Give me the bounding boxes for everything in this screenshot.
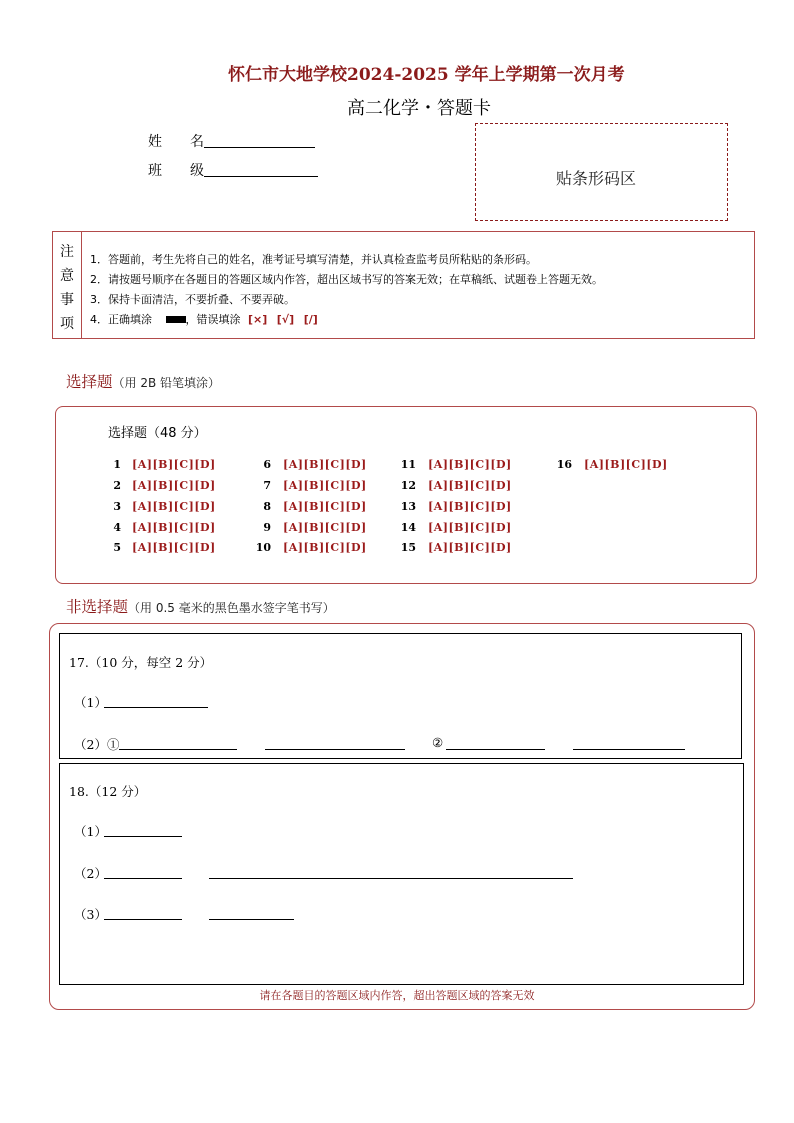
question-options[interactable]: [A][B][C][D] [283, 541, 367, 554]
footer-note: 请在各题目的答题区域内作答，超出答题区域的答案无效 [259, 989, 535, 1002]
question-number: 14 [400, 521, 416, 534]
q17-heading: 17.（10 分，每空 2 分） [69, 655, 213, 670]
mc-section-hint: （用 2B 铅笔填涂） [112, 376, 221, 390]
note-item-4-wrong: ，错误填涂 [185, 313, 241, 326]
name-field[interactable] [204, 147, 315, 148]
question-number: 6 [263, 458, 271, 471]
q17-part2-answer-line[interactable] [119, 749, 237, 750]
free-section-title-text: 非选择题 [66, 598, 129, 616]
question-options[interactable]: [A][B][C][D] [584, 458, 668, 471]
notes-side-char: 事 [60, 292, 74, 308]
q17-part1-label: （1） [74, 695, 107, 710]
notes-side-char: 意 [60, 268, 74, 284]
q18-box [59, 763, 744, 985]
question-options[interactable]: [A][B][C][D] [283, 521, 367, 534]
question-options[interactable]: [A][B][C][D] [132, 521, 216, 534]
q18-part2-label: （2） [74, 866, 107, 881]
free-section-hint: （用 0.5 毫米的黑色墨水签字笔书写） [128, 601, 335, 615]
q18-part1-label: （1） [74, 824, 107, 839]
wrong-mark-check: [√] [276, 313, 295, 326]
question-number: 1 [113, 458, 121, 471]
question-number: 5 [113, 541, 121, 554]
question-options[interactable]: [A][B][C][D] [428, 458, 512, 471]
question-number: 4 [113, 521, 121, 534]
question-options[interactable]: [A][B][C][D] [283, 479, 367, 492]
question-options[interactable]: [A][B][C][D] [428, 521, 512, 534]
q18-part1-answer-line[interactable] [104, 836, 182, 837]
q18-part3-answer-line[interactable] [104, 919, 182, 920]
q18-part3-answer-line[interactable] [209, 919, 294, 920]
question-options[interactable]: [A][B][C][D] [132, 500, 216, 513]
question-options[interactable]: [A][B][C][D] [132, 479, 216, 492]
name-label: 姓 名 [148, 134, 204, 150]
class-label: 班 级 [148, 163, 204, 179]
q18-part2-answer-line[interactable] [209, 878, 573, 879]
question-number: 11 [400, 458, 416, 471]
free-section-title [66, 595, 335, 617]
question-options[interactable]: [A][B][C][D] [428, 479, 512, 492]
correct-fill-sample [166, 316, 186, 323]
question-number: 15 [400, 541, 416, 554]
question-options[interactable]: [A][B][C][D] [283, 500, 367, 513]
answer-sheet-subtitle: 高二化学・答题卡 [347, 98, 491, 119]
question-number: 2 [113, 479, 121, 492]
q17-part2-label: （2）① [74, 737, 120, 752]
q17-part2-answer-line[interactable] [573, 749, 685, 750]
question-number: 13 [400, 500, 416, 513]
notes-side-column [52, 231, 82, 339]
note-item-4-prefix: 4．正确填涂 [90, 313, 152, 326]
question-number: 9 [263, 521, 271, 534]
mc-section-title [66, 370, 220, 392]
mc-section-title-text: 选择题 [66, 373, 113, 391]
note-item-1: 1．答题前，考生先将自己的姓名，准考证号填写清楚，并认真检查监考员所粘贴的条形码。 [90, 253, 537, 266]
class-field[interactable] [204, 176, 318, 177]
question-options[interactable]: [A][B][C][D] [132, 458, 216, 471]
q17-box [59, 633, 742, 759]
question-number: 10 [255, 541, 271, 554]
question-number: 3 [113, 500, 121, 513]
notes-side-char: 注 [60, 244, 74, 260]
note-item-4 [90, 311, 318, 327]
notes-side-char: 项 [60, 316, 74, 332]
note-item-2: 2．请按题号顺序在各题目的答题区域内作答，超出区域书写的答案无效；在草稿纸、试题卷上答题无效。 [90, 273, 603, 286]
question-options[interactable]: [A][B][C][D] [428, 541, 512, 554]
question-number: 12 [400, 479, 416, 492]
q18-part2-answer-line[interactable] [104, 878, 182, 879]
question-number: 16 [556, 458, 572, 471]
q17-part2-answer-line[interactable] [446, 749, 545, 750]
wrong-mark-cross: [×] [248, 313, 268, 326]
q18-heading: 18.（12 分） [69, 784, 147, 799]
q17-part2-answer-line[interactable] [265, 749, 405, 750]
wrong-mark-slash: [/] [303, 313, 318, 326]
question-number: 8 [263, 500, 271, 513]
question-number: 7 [263, 479, 271, 492]
barcode-label: 贴条形码区 [556, 169, 637, 188]
q17-part1-answer-line[interactable] [104, 707, 208, 708]
question-options[interactable]: [A][B][C][D] [428, 500, 512, 513]
exam-title: 怀仁市大地学校2024-2025 学年上学期第一次月考 [228, 65, 625, 85]
question-options[interactable]: [A][B][C][D] [132, 541, 216, 554]
mc-heading: 选择题（48 分） [108, 426, 207, 441]
note-item-3: 3．保持卡面清洁，不要折叠、不要弄破。 [90, 293, 295, 306]
q18-part3-label: （3） [74, 907, 107, 922]
question-options[interactable]: [A][B][C][D] [283, 458, 367, 471]
q17-part2-circle2-label: ② [432, 735, 444, 750]
